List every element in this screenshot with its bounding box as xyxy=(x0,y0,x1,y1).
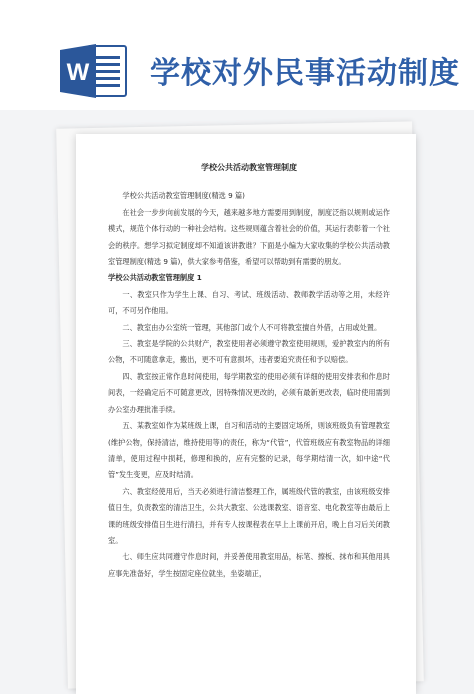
word-icon-letter: W xyxy=(66,59,90,86)
banner-header xyxy=(0,0,474,110)
rule-5: 五、某教室如作为某班级上课，自习和活动的主要固定场所，则该班级负有管理教室(维护公物，保持清洁，维持使用等)的责任，称为“代管”，代管班级应有教室物品的详细清单，使用过程中损耗，修理和换的，应有完整的记录，每学期结清一次，如中途“代管”发生变更，应及时结清。 xyxy=(108,421,390,480)
rule-1: 一、教室只作为学生上课、自习、考试、班级活动、教师教学活动等之用，未经许可，不可另作他用。 xyxy=(108,289,390,316)
document-intro: 学校公共活动教室管理制度(精选 9 篇) xyxy=(122,191,245,201)
document-body xyxy=(108,160,390,582)
banner-title: 学校对外民事活动制度 xyxy=(150,56,460,91)
rule-3: 三、教室是学院的公共财产，教室使用者必须遵守教室使用规则，爱护教室内的所有公物，不可随意拿走，搬出，更不可有意损坏，违者要追究责任和予以赔偿。 xyxy=(108,339,390,365)
document-title: 学校公共活动教室管理制度 xyxy=(201,163,297,172)
paragraph-preface: 在社会一步步向前发展的今天，越来越多地方需要用到制度，制度泛指以规则或运作模式，规范个体行动的一种社会结构。这些规则蕴含着社会的价值，其运行表彰着一个社会的秩序。想学习拟定制度却不知道该讲教谁？下面是小编为大家收集的学校公共活动教室管理制度(精选 9 篇)，供大家参考借鉴，希望可以帮助到有需要的朋友。 xyxy=(108,207,390,267)
rule-4: 四、教室按正常作息时间使用，每学期教室的使用必须有详细的使用安排表和作息时间表，一经确定后不可随意更改，因特殊情况更改的，必须有最新更改表，临时使用需到办公室办理批准手续。 xyxy=(108,371,390,414)
word-icon xyxy=(60,42,130,100)
rule-6: 六、教室经使用后，当天必须进行清洁整理工作，属班级代管的教室，由该班级安排值日生，负责教室的清洁卫生，公共大教室、公选课教室、语音室、电化教室等由最后上课的班级安排值日生进行清扫，并有专人按课程表在早上上课前开启，晚上自习后关闭教室。 xyxy=(108,486,390,545)
section-heading-1: 学校公共活动教室管理制度 1 xyxy=(108,273,202,283)
rule-7: 七、师生应共同遵守作息时间，并妥善使用教室用品，标笔、擦板、抹布和其他用具应事先准备好，学生按固定座位就坐，坐姿端正， xyxy=(108,552,390,578)
rule-2: 二、教室由办公室统一管理，其他部门或个人不可将教室擅自外借，占用或处置。 xyxy=(122,322,382,332)
